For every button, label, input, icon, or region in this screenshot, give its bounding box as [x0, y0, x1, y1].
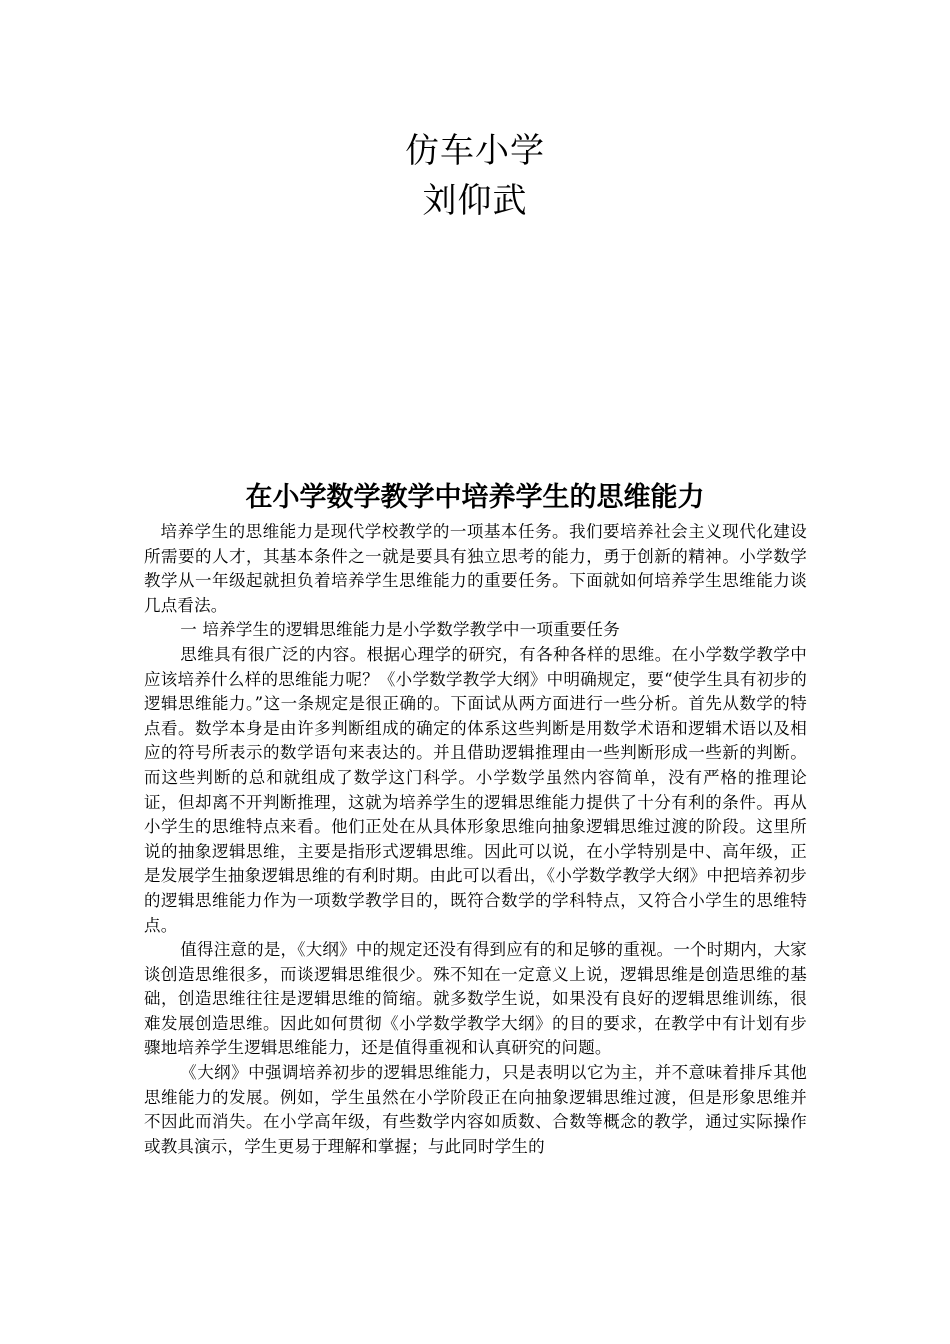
paragraph-2: 思维具有很广泛的内容。根据心理学的研究，有各种各样的思维。在小学数学教学中应该培养什么样的思维能力呢？《小学数学教学大纲》中明确规定，要“使学生具有初步的逻辑思维能力。”这一条规定是很正确的。下面试从两方面进行一些分析。首先从数学的特点看。数学本身是由许多判断组成的确定的体系这些判断是用数学术语和逻辑术语以及相应的符号所表示的数学语句来表达的。并且借助逻辑推理由一些判断形成一些新的判断。而这些判断的总和就组成了数学这门科学。小学数学虽然内容简单，没有严格的推理论证，但却离不开判断推理，这就为培养学生的逻辑思维能力提供了十分有利的条件。再从小学生的思维特点来看。他们正处在从具体形象思维向抽象逻辑思维过渡的阶段。这里所说的抽象逻辑思维，主要是指形式逻辑思维。因此可以说，在小学特别是中、高年级，正是发展学生抽象逻辑思维的有利时期。由此可以看出，《小学数学教学大纲》中把培养初步的逻辑思维能力作为一项数学教学目的，既符合数学的学科特点，又符合小学生的思维特点。 [144, 644, 807, 935]
article-body [144, 520, 807, 1159]
section-heading-1: 一 培养学生的逻辑思维能力是小学数学教学中一项重要任务 [180, 620, 620, 640]
article-title: 在小学数学教学中培养学生的思维能力 [245, 482, 705, 513]
paragraph-4: 《大纲》中强调培养初步的逻辑思维能力，只是表明以它为主，并不意味着排斥其他思维能力的发展。例如，学生虽然在小学阶段正在向抽象逻辑思维过渡，但是形象思维并不因此而消失。在小学高年级，有些数学内容如质数、合数等概念的教学，通过实际操作或教具演示，学生更易于理解和掌握；与此同时学生的 [144, 1063, 807, 1156]
document-header [0, 126, 950, 226]
paragraph-intro: 培养学生的思维能力是现代学校教学的一项基本任务。我们要培养社会主义现代化建设所需要的人才，其基本条件之一就是要具有独立思考的能力，勇于创新的精神。小学数学教学从一年级起就担负着培养学生思维能力的重要任务。下面就如何培养学生思维能力谈几点看法。 [144, 522, 807, 615]
school-name: 仿车小学 [405, 131, 545, 171]
author-name: 刘仰武 [422, 181, 528, 221]
paragraph-3: 值得注意的是，《大纲》中的规定还没有得到应有的和足够的重视。一个时期内，大家谈创造思维很多，而谈逻辑思维很少。殊不知在一定意义上说，逻辑思维是创造思维的基础，创造思维往往是逻辑思维的简缩。就多数学生说，如果没有良好的逻辑思维训练，很难发展创造思维。因此如何贯彻《小学数学教学大纲》的目的要求，在教学中有计划有步骤地培养学生逻辑思维能力，还是值得重视和认真研究的问题。 [144, 940, 807, 1058]
